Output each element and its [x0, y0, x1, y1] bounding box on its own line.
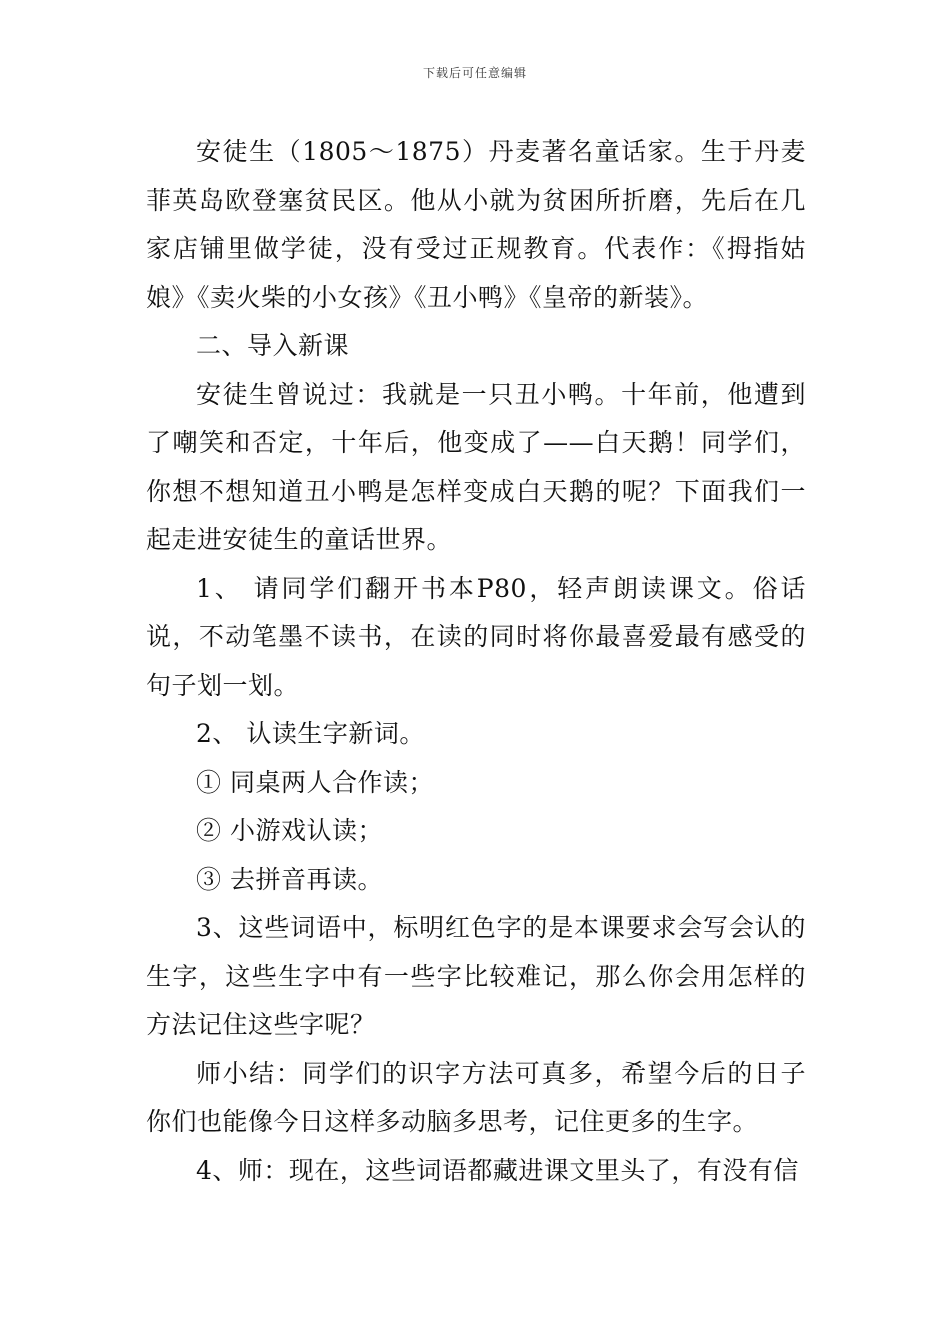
- page-header-note: 下载后可任意编辑: [422, 66, 527, 80]
- paragraph-author-intro: 安徒生（1805～1875）丹麦著名童话家。生于丹麦菲英岛欧登塞贫民区。他从小就为贫困所折磨，先后在几家店铺里做学徒，没有受过正规教育。代表作：《拇指姑娘》《卖火柴的小女孩》《丑小鸭》《皇帝的新装》。: [146, 137, 806, 312]
- paragraph-teacher-summary: 师小结：同学们的识字方法可真多，希望今后的日子你们也能像今日这样多动脑多思考，记住更多的生字。: [146, 1058, 806, 1136]
- paragraph-step-4: 4、师：现在，这些词语都藏进课文里头了，有没有信: [196, 1155, 799, 1185]
- list-item-2: ② 小游戏认读；: [196, 816, 383, 845]
- section-heading-new-lesson: 二、导入新课: [196, 331, 350, 360]
- list-item-1: ① 同桌两人合作读；: [196, 767, 434, 797]
- paragraph-step-1: 1、 请同学们翻开书本P80，轻声朗读课文。俗话说，不动笔墨不读书，在读的同时将你最喜爱最有感受的句子划一划。: [146, 573, 806, 700]
- paragraph-step-2: 2、 认读生字新词。: [196, 719, 425, 748]
- document-body: [146, 128, 806, 1195]
- paragraph-lesson-intro: 安徒生曾说过：我就是一只丑小鸭。十年前，他遭到了嘲笑和否定，十年后，他变成了——白天鹅！同学们，你想不想知道丑小鸭是怎样变成白天鹅的呢？下面我们一起走进安徒生的童话世界。: [146, 379, 806, 554]
- paragraph-step-3: 3、这些词语中，标明红色字的是本课要求会写会认的生字，这些生字中有一些字比较难记，那么你会用怎样的方法记住这些字呢？: [146, 913, 806, 1039]
- list-item-3: ③ 去拼音再读。: [196, 864, 383, 894]
